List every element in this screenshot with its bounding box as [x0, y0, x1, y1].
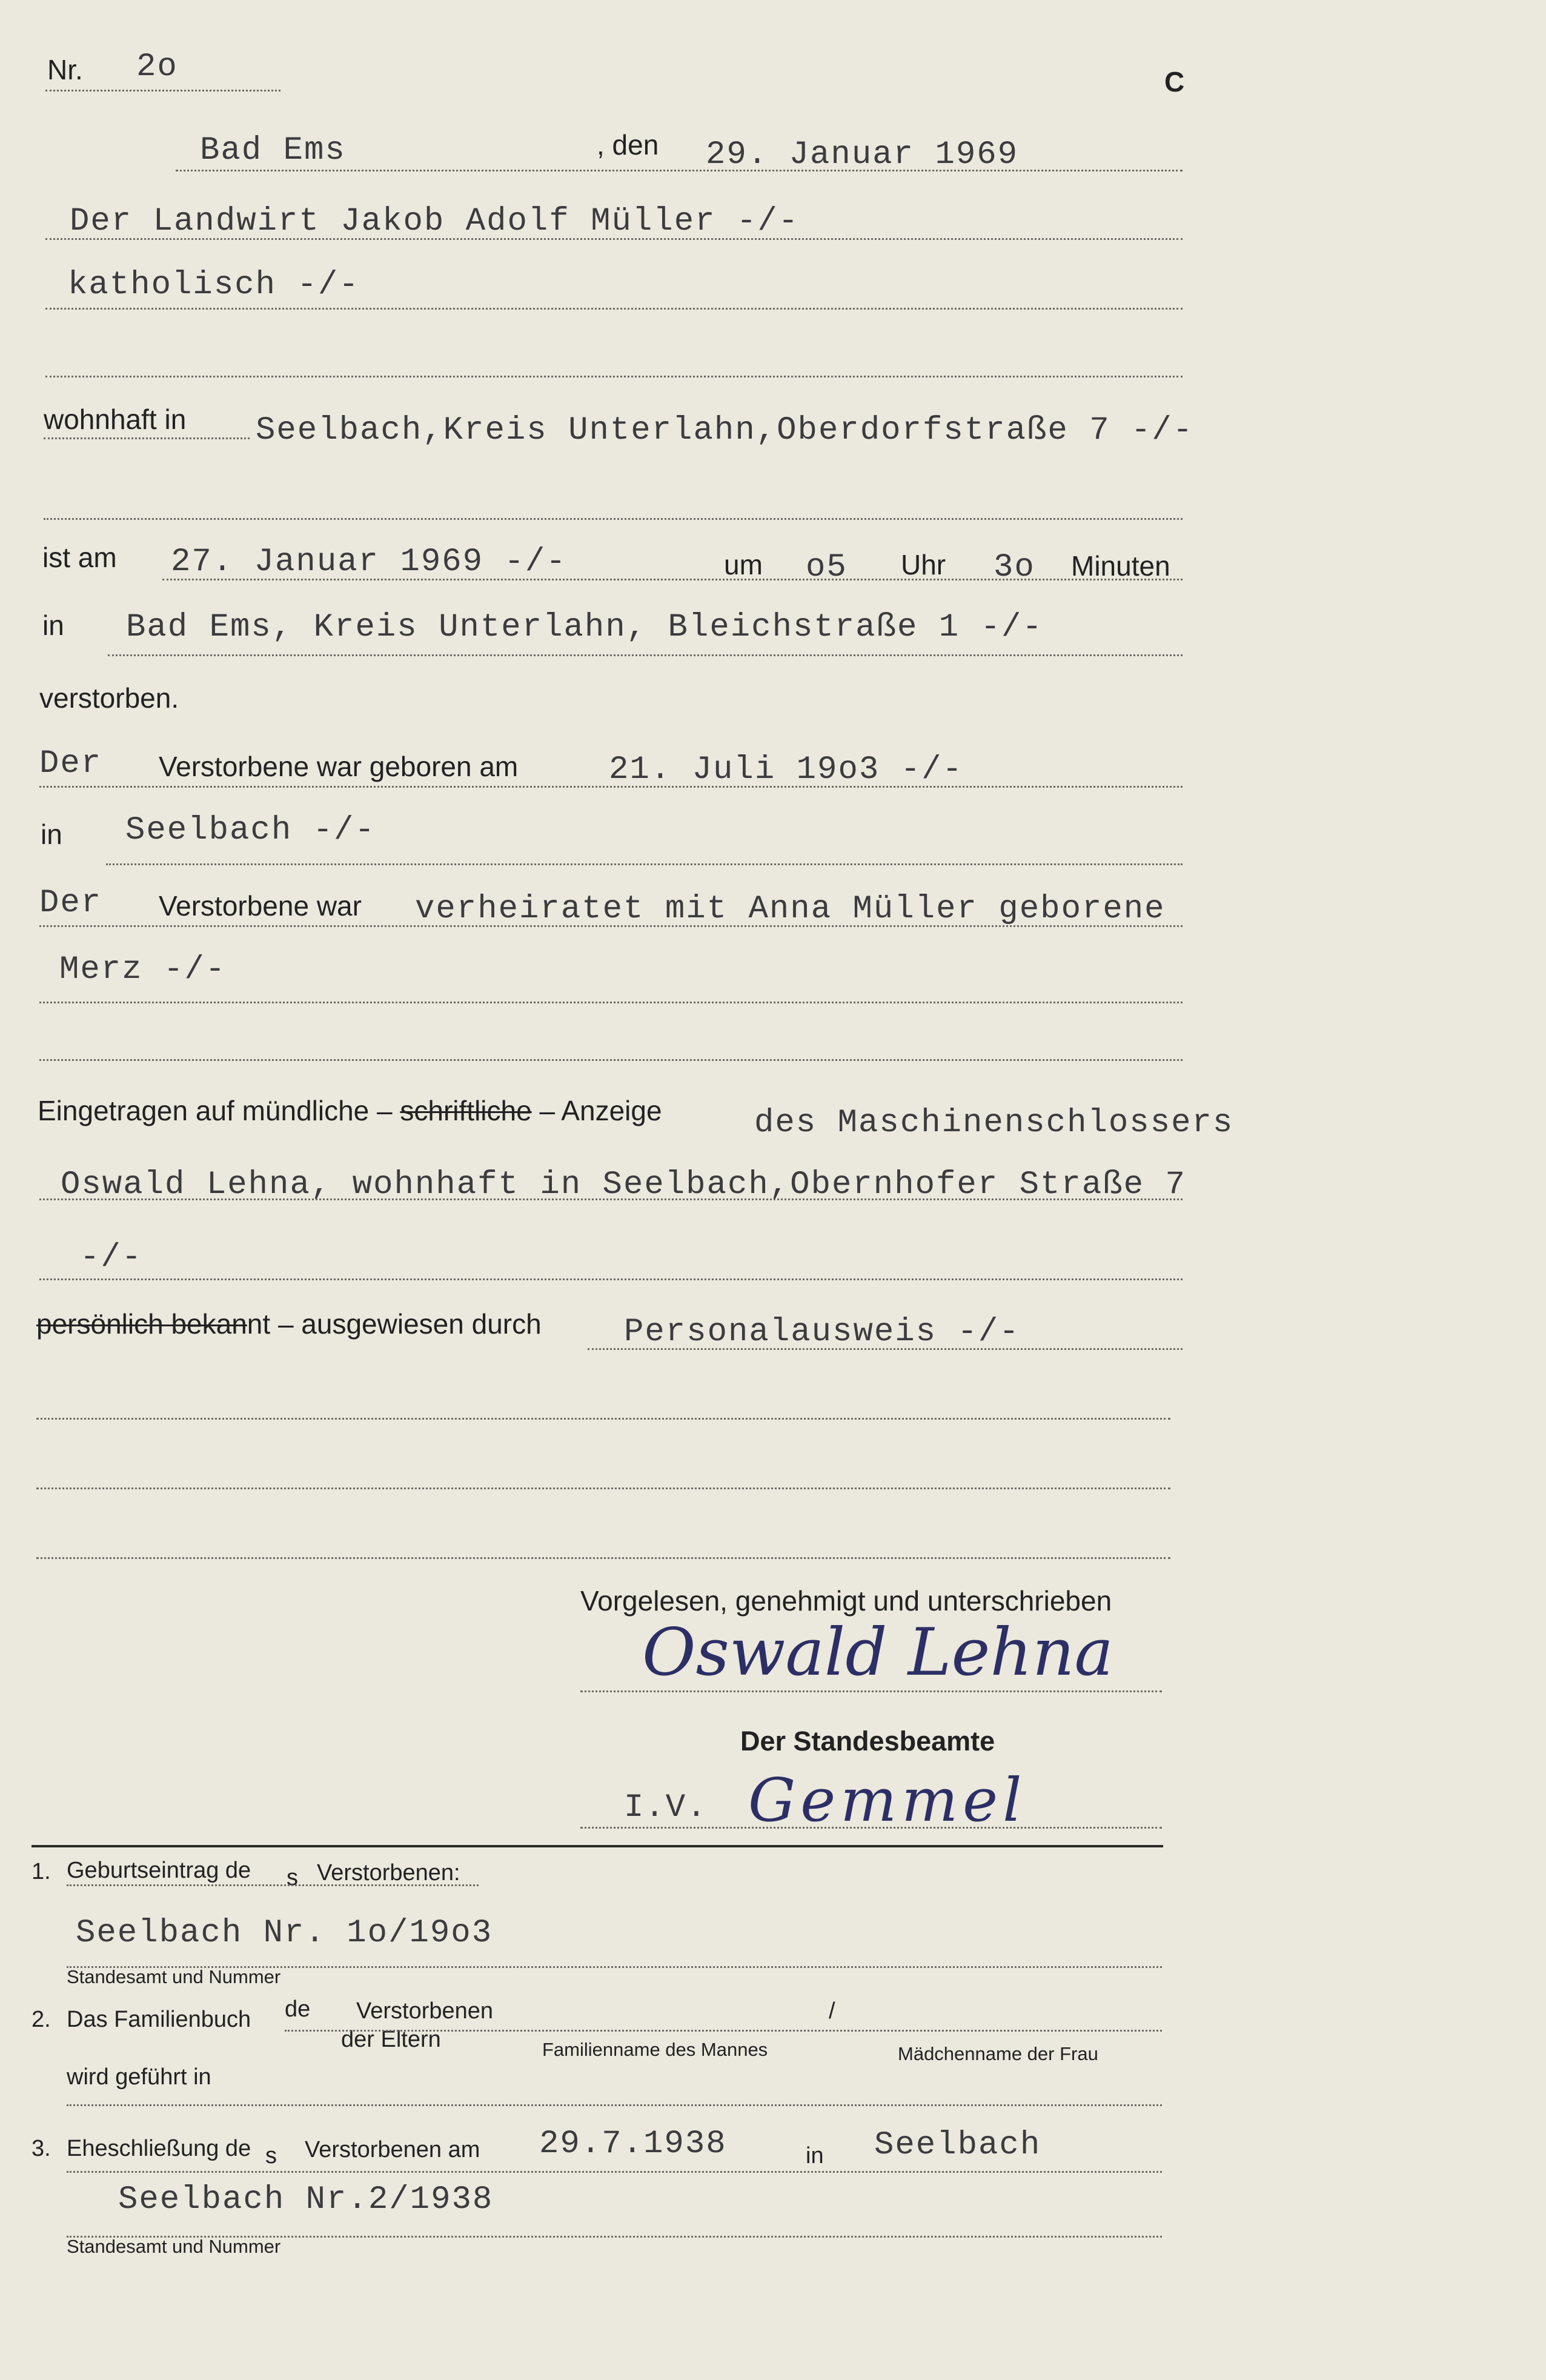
informant-occupation: des Maschinenschlossers — [754, 1105, 1234, 1142]
marriage-der: Der — [39, 885, 102, 922]
report-dotline-1 — [39, 1198, 1183, 1200]
report-label: Eingetragen auf mündliche – schriftliche – Anzeige — [38, 1095, 662, 1126]
verstorben-label: verstorben. — [39, 682, 179, 714]
item2-wird-label: wird geführt in — [67, 2064, 211, 2090]
item3-number: 3. — [32, 2136, 51, 2161]
item3-label-b: Verstorbenen am — [305, 2137, 480, 2162]
item2-caption-husband: Familienname des Mannes — [542, 2039, 768, 2060]
blank-dotline-3 — [39, 1059, 1183, 1061]
registration-date: 29. Januar 1969 — [706, 136, 1019, 173]
death-date-label: ist am — [42, 542, 117, 573]
identification-dotline — [588, 1348, 1183, 1350]
birth-date-label: Verstorbene war geboren am — [159, 751, 519, 782]
item2-number: 2. — [32, 2007, 51, 2032]
nr-label: Nr. — [47, 54, 83, 85]
iv-label: I.V. — [624, 1789, 708, 1826]
item2-label: Das Familienbuch — [67, 2007, 251, 2032]
minuten-label: Minuten — [1071, 550, 1170, 582]
birth-place-dotline — [106, 863, 1183, 865]
informant-signature: Oswald Lehna — [642, 1615, 1113, 1690]
item1-birth-register: Seelbach Nr. 1o/19o3 — [76, 1915, 493, 1952]
blank-dotline-5 — [36, 1488, 1170, 1489]
death-minute: 3o — [994, 549, 1035, 586]
footer-separator — [32, 1845, 1163, 1847]
nr-dotline — [45, 90, 280, 91]
read-approved-statement: Vorgelesen, genehmigt und unterschrieben — [580, 1585, 1112, 1617]
marital-dotline-1 — [39, 925, 1183, 927]
report-dotline-2 — [39, 1278, 1183, 1280]
item2-verstorbenen: Verstorbenen — [356, 1998, 494, 2024]
death-date-dotline — [162, 579, 1183, 580]
marital-dotline-2 — [39, 1002, 1183, 1003]
death-hour: o5 — [806, 549, 848, 586]
item3-marriage-register: Seelbach Nr.2/1938 — [118, 2181, 494, 2218]
item2-slash: / — [829, 1998, 835, 2024]
residence-label-underline — [44, 437, 250, 439]
residence-value: Seelbach,Kreis Unterlahn,Oberdorfstraße 7 -/- — [256, 412, 1194, 449]
report-continuation: -/- — [80, 1239, 143, 1276]
item3-label: Eheschließung de — [67, 2136, 251, 2161]
blank-dotline-1 — [45, 376, 1183, 377]
spouse-maiden-name: Merz -/- — [59, 951, 227, 988]
item3-in: in — [806, 2143, 824, 2169]
form-letter: C — [1164, 66, 1185, 98]
name-dotline — [45, 238, 1183, 240]
residence-label: wohnhaft in — [44, 404, 187, 435]
birth-date-dotline — [39, 786, 1183, 788]
informant-signature-dotline — [580, 1690, 1162, 1692]
item2-eltern: der Eltern — [341, 2027, 441, 2052]
death-date: 27. Januar 1969 -/- — [171, 543, 567, 580]
registrar-label: Der Standesbeamte — [740, 1726, 995, 1757]
identification-document: Personalausweis -/- — [624, 1314, 1020, 1351]
religion: katholisch -/- — [68, 267, 360, 304]
um-label: um — [724, 549, 763, 580]
birth-place-label: in — [41, 819, 62, 850]
marriage-date: 29.7.1938 — [539, 2126, 727, 2162]
marriage-place: Seelbach — [874, 2127, 1041, 2164]
item1-caption: Standesamt und Nummer — [67, 1966, 281, 1987]
death-place-dotline — [108, 654, 1183, 656]
item3-caption: Standesamt und Nummer — [67, 2236, 281, 2257]
birth-der: Der — [39, 745, 102, 782]
item1-label: Geburtseintrag de — [67, 1858, 251, 1883]
death-place-label: in — [42, 610, 64, 641]
blank-dotline-2 — [44, 518, 1183, 520]
blank-dotline-6 — [36, 1557, 1170, 1559]
item1-label-dotline — [67, 1884, 479, 1886]
registrar-signature-dotline — [580, 1827, 1162, 1829]
marital-status-label: Verstorbene war — [159, 890, 362, 922]
item1-number: 1. — [32, 1859, 51, 1884]
item3-dotline-1 — [67, 2171, 1162, 2173]
item3-suffix: s — [265, 2143, 277, 2169]
religion-dotline — [45, 308, 1183, 310]
item1-suffix: s — [287, 1865, 298, 1890]
date-dotline — [176, 170, 1183, 171]
item2-de: de — [285, 1996, 311, 2022]
registrar-signature: Gemmel — [748, 1766, 1027, 1835]
place-of-registration: Bad Ems — [200, 132, 346, 169]
marital-status-value: verheiratet mit Anna Müller geborene — [415, 891, 1166, 928]
death-place: Bad Ems, Kreis Unterlahn, Bleichstraße 1 -/- — [126, 609, 1043, 646]
item2-caption-wife: Mädchenname der Frau — [898, 2043, 1098, 2064]
uhr-label: Uhr — [901, 549, 946, 580]
informant-name-address: Oswald Lehna, wohnhaft in Seelbach,Obernhofer Straße 7 — [61, 1166, 1186, 1203]
item1-label-b: Verstorbenen: — [317, 1860, 460, 1886]
birth-place: Seelbach -/- — [125, 812, 376, 849]
den-label: , den — [597, 129, 659, 161]
item2-dotline — [285, 2030, 1162, 2032]
birth-date: 21. Juli 19o3 -/- — [609, 751, 963, 788]
deceased-name: Der Landwirt Jakob Adolf Müller -/- — [70, 203, 800, 240]
identification-label: persönlich bekannt – ausgewiesen durch — [36, 1308, 542, 1340]
blank-dotline-4 — [36, 1418, 1170, 1420]
nr-value: 2o — [136, 48, 178, 85]
item2-location-dotline — [67, 2104, 1162, 2106]
